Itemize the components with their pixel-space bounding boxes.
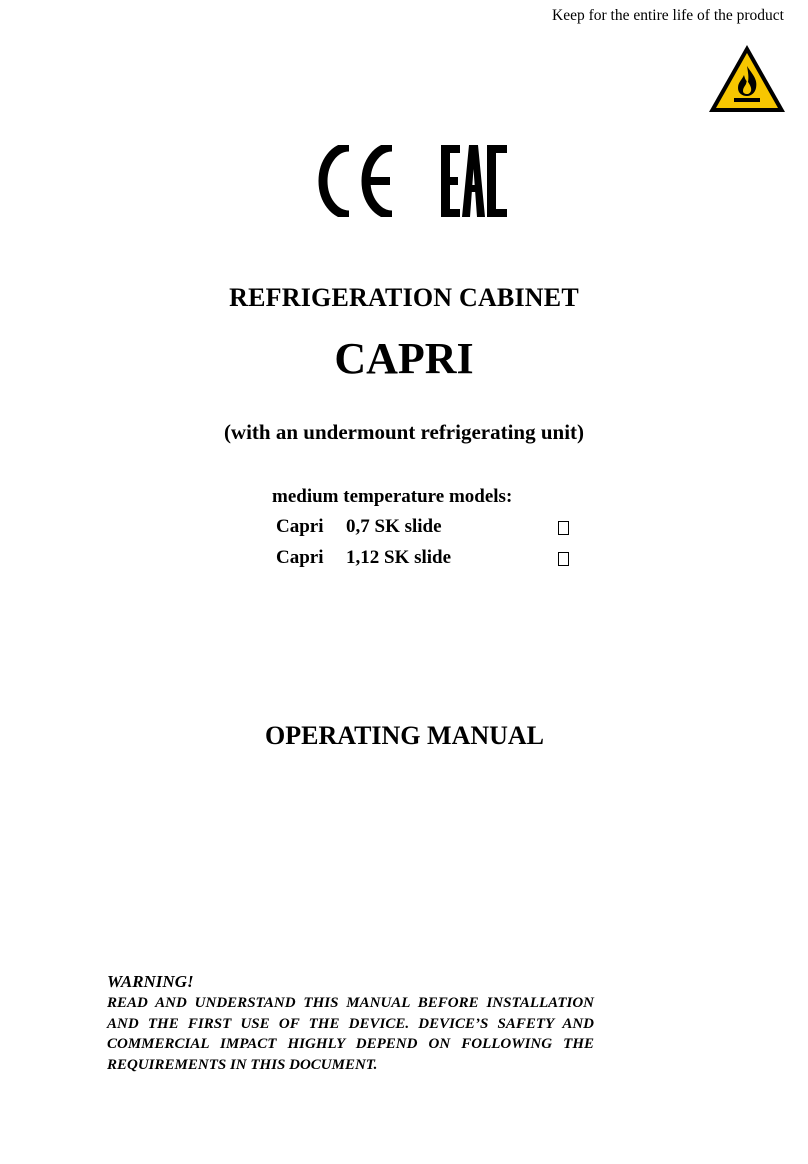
model-name: 0,7 SK slide <box>346 516 442 537</box>
cabinet-heading: REFRIGERATION CABINET <box>229 283 579 312</box>
model-prefix: Capri <box>276 547 324 568</box>
ce-mark-icon <box>323 147 392 215</box>
model-checkbox[interactable] <box>558 552 569 566</box>
model-name: 1,12 SK slide <box>346 547 452 568</box>
certification-marks <box>318 145 513 217</box>
model-option <box>276 547 576 573</box>
product-name: CAPRI <box>334 334 474 383</box>
model-checkbox[interactable] <box>558 521 569 535</box>
warning-block <box>107 971 594 1075</box>
warning-text: READ AND UNDERSTAND THIS MANUAL BEFORE INSTALLATION AND THE FIRST USE OF THE DEVICE. DEVICE’S SAFETY AND COMMERCIAL IMPACT HIGHLY DEPEND ON FOLLOWING THE REQUIREMENTS IN THIS DOCUMENT. <box>107 995 594 1073</box>
keep-note: Keep for the entire life of the product <box>552 7 784 24</box>
eac-mark-icon <box>441 145 507 217</box>
subtitle: (with an undermount refrigerating unit) <box>223 420 585 444</box>
model-option <box>276 516 576 542</box>
manual-heading: OPERATING MANUAL <box>265 721 545 750</box>
warning-title: WARNING! <box>107 972 194 991</box>
model-prefix: Capri <box>276 516 324 537</box>
models-caption: medium temperature models: <box>272 486 513 507</box>
flammable-warning-icon <box>706 42 788 116</box>
